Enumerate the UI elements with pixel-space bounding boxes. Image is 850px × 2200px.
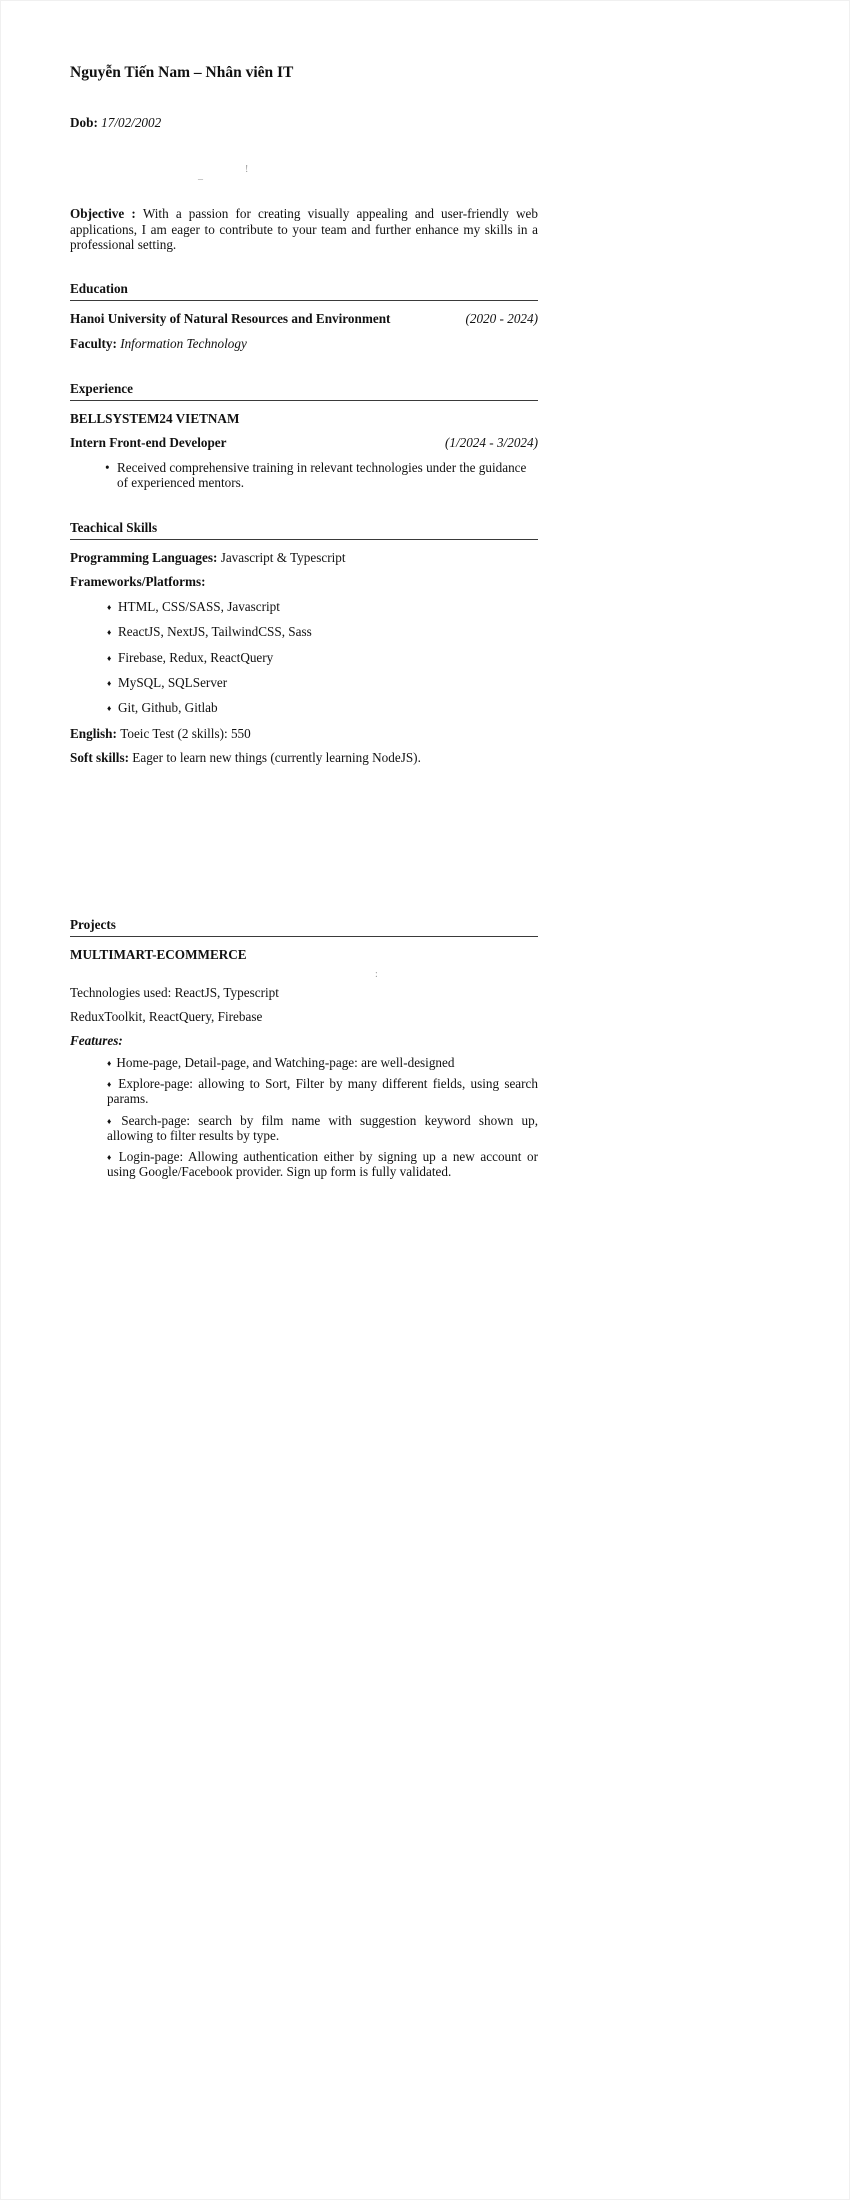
project-artifact-zone: [70, 963, 538, 985]
education-faculty-line: [70, 336, 538, 351]
soft-skills-line: [70, 750, 538, 765]
bullet-diamond-icon: ♦: [107, 1057, 112, 1068]
bullet-diamond-icon: ♦: [107, 627, 112, 638]
experience-role: Intern Front-end Developer: [70, 434, 227, 450]
dob-value: 17/02/2002: [101, 115, 162, 130]
dob-label: Dob:: [70, 115, 102, 130]
objective-paragraph: [70, 206, 538, 252]
bullet-dot-icon: •: [105, 459, 110, 475]
skill-item: [70, 700, 538, 715]
dob-line: [70, 115, 538, 130]
programming-line: [70, 550, 538, 565]
experience-role-row: [70, 435, 538, 451]
english-label: English:: [70, 725, 121, 741]
objective-text: With a passion for creating visually appealing and user-friendly web applications, I am eager to contribute to your team and further enhance my skills in a professional setting.: [70, 206, 538, 252]
frameworks-label: Frameworks/Platforms:: [70, 573, 206, 589]
project-name: MULTIMART-ECOMMERCE: [70, 947, 247, 963]
skill-item: [70, 650, 538, 665]
skill-text: MySQL, SQLServer: [118, 675, 228, 691]
bullet-diamond-icon: ♦: [107, 602, 112, 613]
technologies-label: Technologies used:: [70, 984, 175, 1000]
artifact-zone: [70, 130, 538, 206]
experience-bullet-text: Received comprehensive training in relevant technologies under the guidance of experienced mentors.: [117, 459, 527, 491]
projects-heading: Projects: [70, 917, 538, 937]
education-school: Hanoi University of Natural Resources and Environment: [70, 311, 391, 327]
bullet-diamond-icon: ♦: [107, 1152, 114, 1163]
faint-colon-artifact: :: [375, 968, 378, 980]
feature-item: [70, 1113, 538, 1144]
soft-skills-value: Eager to learn new things (currently learning NodeJS).: [132, 750, 421, 765]
programming-value: Javascript & Typescript: [220, 549, 346, 565]
bullet-diamond-icon: ♦: [107, 652, 112, 663]
experience-company: BELLSYSTEM24 VIETNAM: [70, 410, 240, 426]
page-title: Nguyễn Tiến Nam – Nhân viên IT: [70, 64, 294, 81]
bullet-diamond-icon: ♦: [107, 1115, 117, 1126]
resume-content: [70, 64, 538, 1180]
technologies-line: [70, 985, 538, 1000]
features-label: Features:: [70, 1033, 123, 1049]
faculty-label: Faculty:: [70, 336, 121, 352]
experience-bullet-item: [70, 460, 538, 491]
bullet-diamond-icon: ♦: [107, 703, 112, 714]
feature-text: Home-page, Detail-page, and Watching-page: are well-designed: [116, 1054, 455, 1070]
feature-item: [70, 1076, 538, 1107]
skill-text: HTML, CSS/SASS, Javascript: [118, 599, 280, 615]
skill-text: ReactJS, NextJS, TailwindCSS, Sass: [118, 624, 312, 640]
technologies-line-2: ReduxToolkit, ReactQuery, Firebase: [70, 1008, 263, 1024]
english-line: [70, 726, 538, 741]
feature-item: [70, 1055, 538, 1070]
bullet-diamond-icon: ♦: [107, 1078, 114, 1089]
experience-dates: (1/2024 - 3/2024): [444, 434, 538, 450]
education-school-row: [70, 311, 538, 327]
skill-item: [70, 675, 538, 690]
faculty-value: Information Technology: [120, 336, 247, 352]
objective-label: Objective :: [70, 206, 143, 222]
technologies-value: ReactJS, Typescript: [174, 984, 279, 1000]
skill-text: Firebase, Redux, ReactQuery: [118, 649, 274, 665]
education-dates: (2020 - 2024): [465, 311, 538, 327]
soft-skills-label: Soft skills:: [70, 750, 133, 765]
feature-text: Search-page: search by film name with suggestion keyword shown up, allowing to filter results by type.: [107, 1112, 539, 1143]
feature-item: [70, 1149, 538, 1180]
skill-item: [70, 624, 538, 639]
skill-item: [70, 599, 538, 614]
feature-text: Explore-page: allowing to Sort, Filter by many different fields, using search params.: [107, 1075, 539, 1107]
faint-dash-artifact: _: [198, 170, 203, 182]
education-heading: Education: [70, 281, 538, 301]
bullet-diamond-icon: ♦: [107, 678, 112, 689]
english-value: Toeic Test (2 skills): 550: [120, 725, 251, 741]
feature-text: Login-page: Allowing authentication either by signing up a new account or using Google/Facebook provider. Sign up form is fully validated.: [107, 1149, 538, 1180]
skills-heading: Teachical Skills: [70, 520, 538, 540]
programming-label: Programming Languages:: [70, 549, 221, 565]
faint-exclaim-artifact: !: [245, 164, 249, 176]
skill-text: Git, Github, Gitlab: [118, 700, 218, 716]
experience-heading: Experience: [70, 381, 538, 401]
